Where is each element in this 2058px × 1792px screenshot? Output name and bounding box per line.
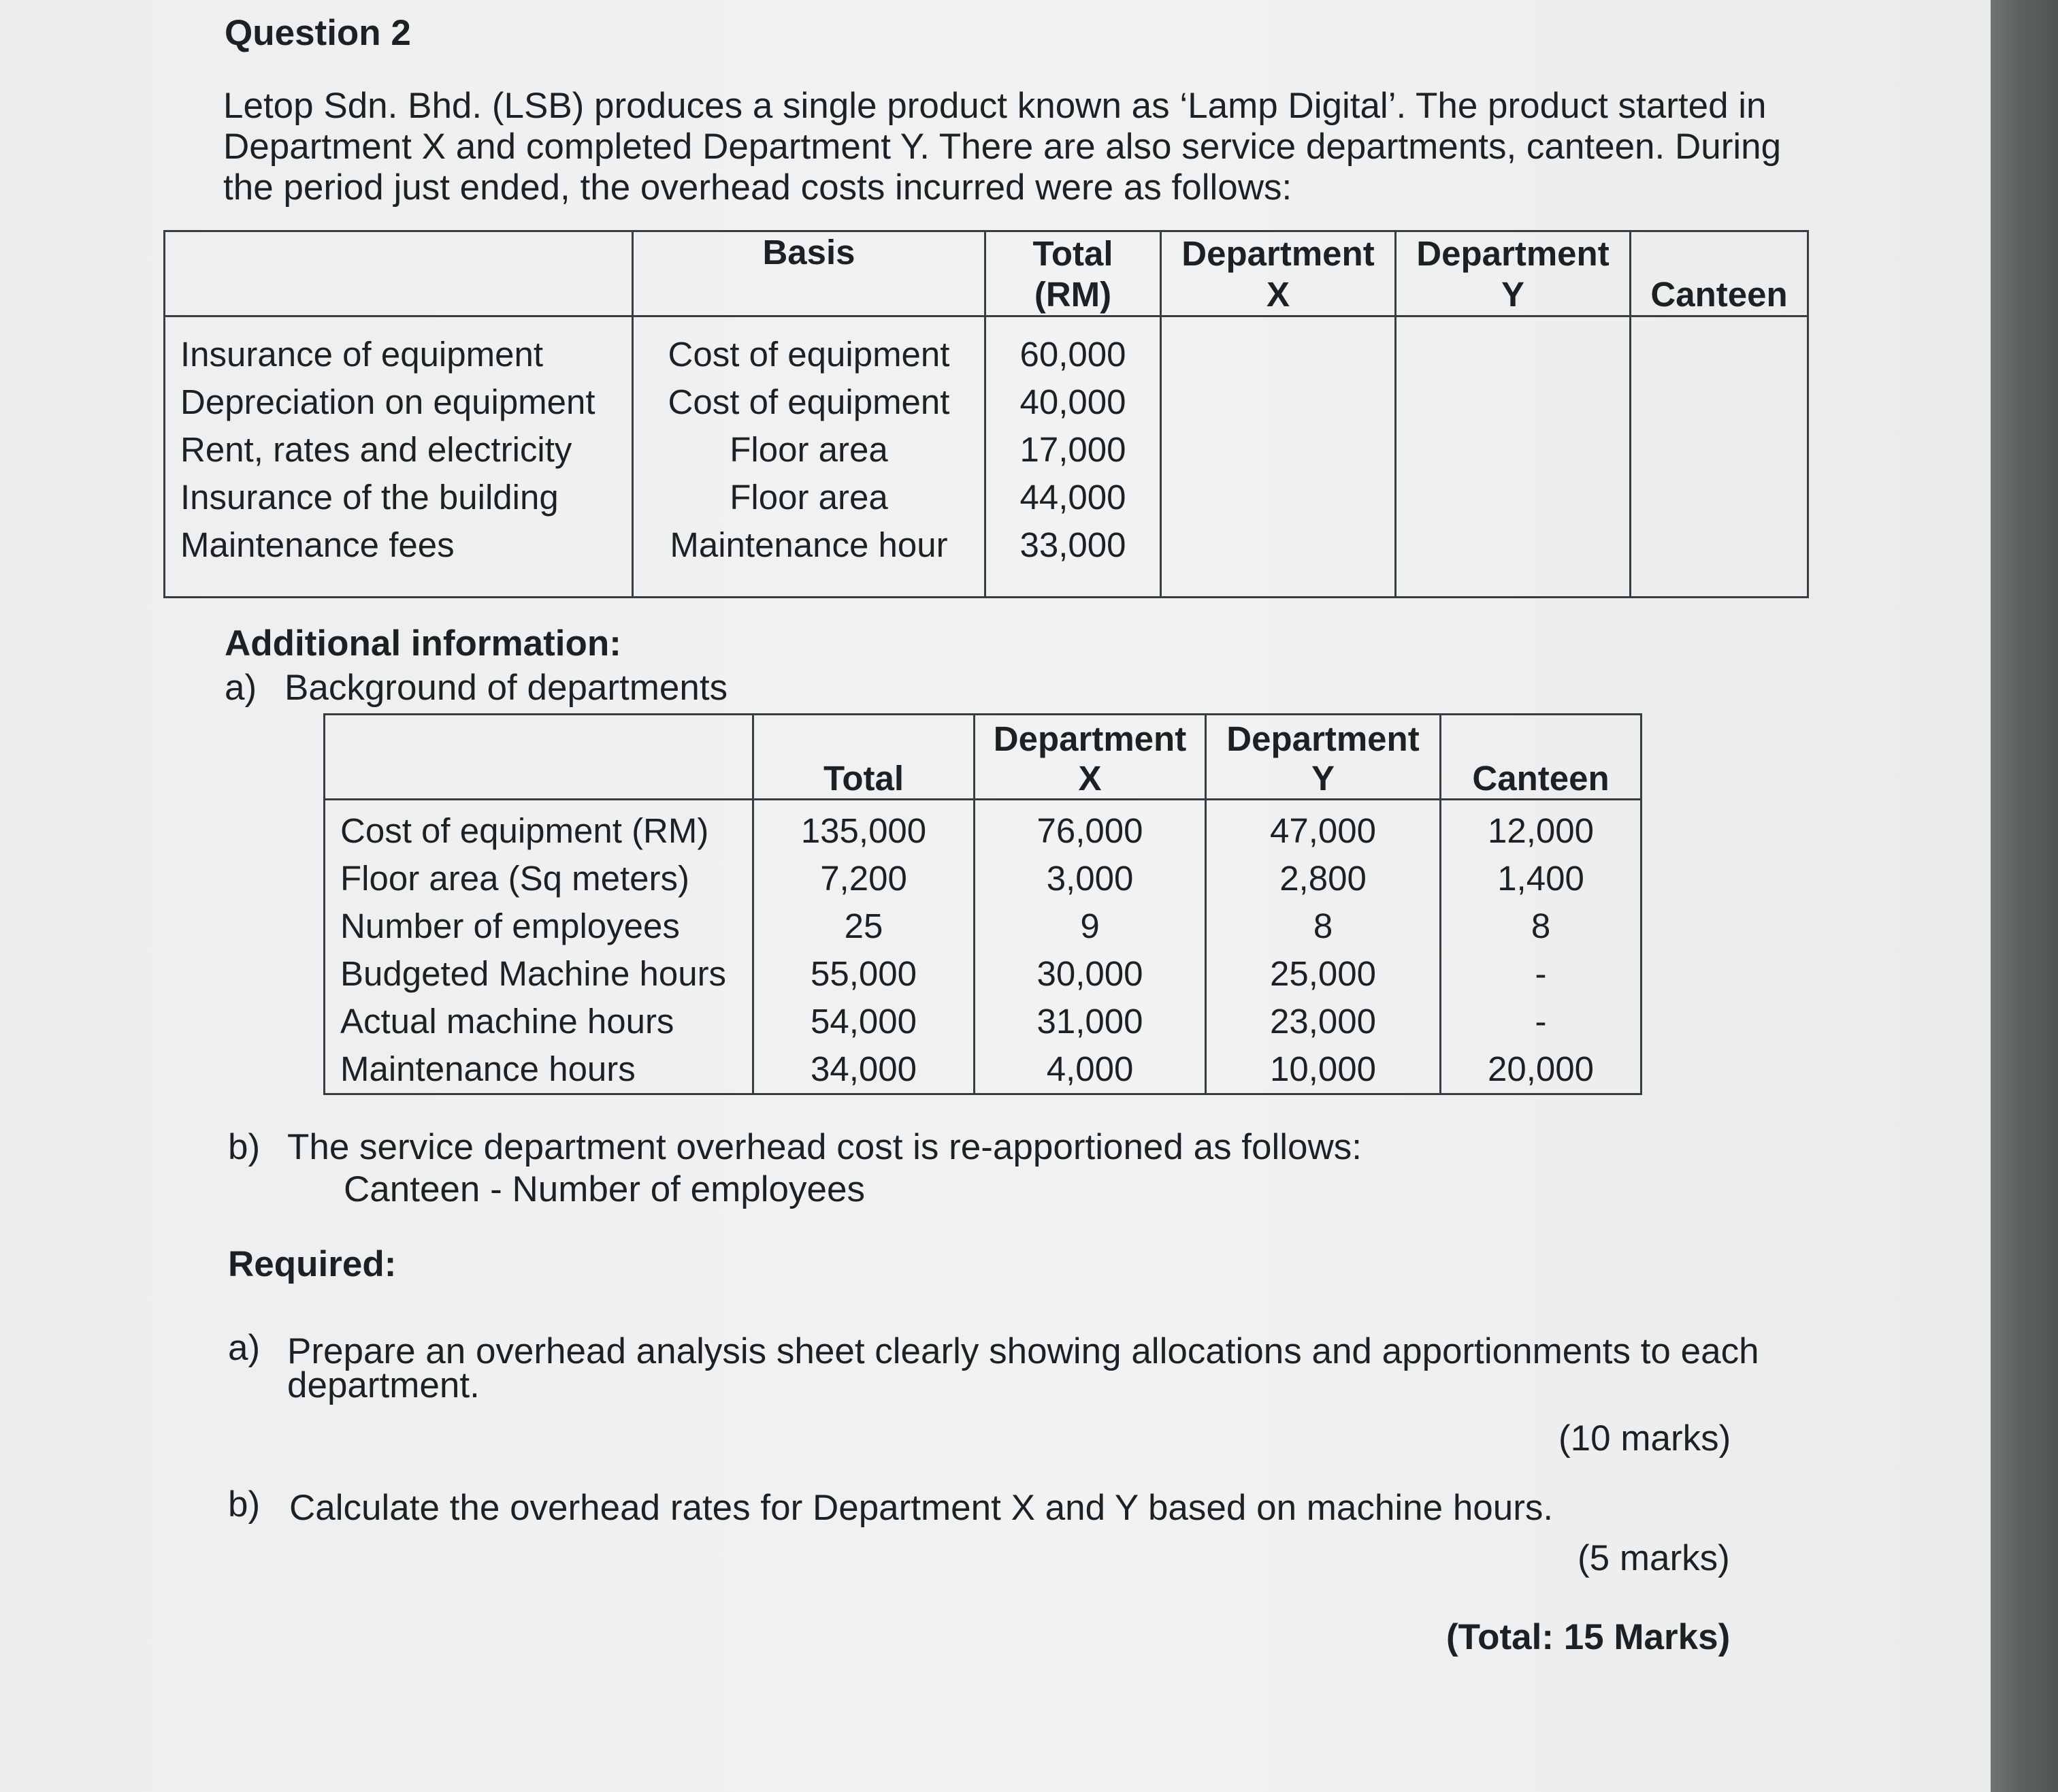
table-body-row (165, 316, 1808, 598)
total-cell (985, 316, 1161, 598)
basis-value: Cost of equipment (668, 382, 950, 421)
background-items-cell (325, 800, 753, 1094)
req-a-marks: (10 marks) (1558, 1418, 1731, 1459)
total-marks: (Total: 15 Marks) (1446, 1617, 1731, 1657)
overhead-item: Insurance of equipment (180, 335, 544, 374)
background-item: Budgeted Machine hours (340, 954, 727, 993)
item-b-text: The service department overhead cost is re-apportioned as follows: (287, 1127, 1362, 1167)
total-header-line-1: Total (1032, 234, 1113, 273)
dept-x-header (1161, 231, 1396, 316)
total-value: 34,000 (811, 1049, 917, 1088)
table-body-row (325, 800, 1642, 1094)
dept-x-header-line-1: Department (1181, 234, 1375, 273)
background-item: Number of employees (340, 907, 680, 945)
background-item: Actual machine hours (340, 1002, 674, 1041)
basis-value: Cost of equipment (668, 335, 950, 374)
required-label: Required: (228, 1244, 397, 1284)
dept-y-value: 8 (1313, 907, 1333, 945)
dept-y-value: 47,000 (1270, 811, 1376, 850)
monitor-bezel (1991, 0, 2058, 1792)
dept-x-header-line-2: X (1078, 759, 1102, 798)
basis-value: Maintenance hour (670, 525, 948, 564)
background-item: Maintenance hours (340, 1049, 636, 1088)
dept-y-header (1396, 231, 1631, 316)
total-value: 40,000 (1019, 382, 1126, 421)
dept-x-value: 9 (1080, 907, 1100, 945)
dept-y-value: 2,800 (1279, 859, 1367, 898)
intro-line-3: the period just ended, the overhead costs incurred were as follows: (223, 167, 1292, 208)
dept-x-value: 31,000 (1036, 1002, 1143, 1041)
dept-x-header-line-1: Department (993, 719, 1187, 758)
question-heading: Question 2 (225, 13, 411, 53)
canteen-value: - (1535, 1002, 1547, 1041)
dept-x-header (975, 715, 1206, 800)
basis-value: Floor area (730, 478, 888, 517)
dept-y-header-line-1: Department (1226, 719, 1420, 758)
item-a-marker: a) (225, 668, 257, 708)
total-header-line-2: (RM) (1034, 275, 1112, 314)
canteen-value: 8 (1531, 907, 1551, 945)
background-item: Floor area (Sq meters) (340, 859, 689, 898)
total-header (985, 231, 1161, 316)
background-dept-y-cell (1206, 800, 1441, 1094)
overhead-item: Rent, rates and electricity (180, 430, 572, 469)
item-a-text: Background of departments (284, 668, 728, 708)
total-value: 25 (844, 907, 883, 945)
overhead-item: Depreciation on equipment (180, 382, 595, 421)
total-value: 17,000 (1019, 430, 1126, 469)
background-dept-x-cell (975, 800, 1206, 1094)
additional-info-label: Additional information: (225, 623, 621, 664)
item-header (325, 715, 753, 800)
basis-cell (633, 316, 985, 598)
dept-y-value: 10,000 (1270, 1049, 1376, 1088)
total-value: 33,000 (1019, 525, 1126, 564)
dept-x-value: 4,000 (1046, 1049, 1134, 1088)
req-b-marks: (5 marks) (1578, 1538, 1730, 1578)
dept-x-value: 30,000 (1036, 954, 1143, 993)
dept-x-value: 3,000 (1046, 859, 1134, 898)
dept-x-value: 76,000 (1036, 811, 1143, 850)
background-item: Cost of equipment (RM) (340, 811, 709, 850)
canteen-header: Canteen (1441, 715, 1642, 800)
total-header: Total (753, 715, 975, 800)
req-a-text-line-2: department. (287, 1365, 480, 1405)
intro-line-2: Department X and completed Department Y. There are also service departments, canteen. During (223, 127, 1782, 167)
total-value: 60,000 (1019, 335, 1126, 374)
dept-y-value: 23,000 (1270, 1002, 1376, 1041)
canteen-empty-cell (1631, 316, 1808, 598)
dept-x-empty-cell (1161, 316, 1396, 598)
item-header (165, 231, 633, 316)
total-value: 55,000 (811, 954, 917, 993)
req-b-text: Calculate the overhead rates for Department X and Y based on machine hours. (289, 1488, 1554, 1528)
total-value: 54,000 (811, 1002, 917, 1041)
dept-x-header-line-2: X (1266, 275, 1290, 314)
basis-value: Floor area (730, 430, 888, 469)
department-background-table (323, 713, 1642, 1095)
total-value: 44,000 (1019, 478, 1126, 517)
req-a-marker: a) (228, 1328, 261, 1368)
dept-y-header-line-1: Department (1416, 234, 1610, 273)
background-canteen-cell (1441, 800, 1642, 1094)
table-header-row (325, 715, 1642, 800)
item-b-marker: b) (228, 1127, 261, 1167)
canteen-value: 12,000 (1488, 811, 1594, 850)
dept-y-value: 25,000 (1270, 954, 1376, 993)
table-header-row (165, 231, 1808, 316)
dept-y-header (1206, 715, 1441, 800)
dept-y-header-line-2: Y (1501, 275, 1525, 314)
total-value: 7,200 (820, 859, 907, 898)
canteen-value: - (1535, 954, 1547, 993)
dept-y-header-line-2: Y (1311, 759, 1335, 798)
overhead-cost-table (163, 230, 1809, 598)
background-total-cell (753, 800, 975, 1094)
dept-y-empty-cell (1396, 316, 1631, 598)
item-b-subtext: Canteen - Number of employees (344, 1169, 865, 1209)
total-value: 135,000 (800, 811, 927, 850)
canteen-value: 20,000 (1488, 1049, 1594, 1088)
canteen-header: Canteen (1631, 231, 1808, 316)
req-a-text-line-1: Prepare an overhead analysis sheet clearly showing allocations and apportionments to each (287, 1331, 1759, 1371)
overhead-items-cell (165, 316, 633, 598)
overhead-item: Maintenance fees (180, 525, 455, 564)
req-b-marker: b) (228, 1484, 261, 1525)
overhead-item: Insurance of the building (180, 478, 559, 517)
intro-line-1: Letop Sdn. Bhd. (LSB) produces a single product known as ‘Lamp Digital’. The product started in (223, 86, 1767, 126)
canteen-value: 1,400 (1497, 859, 1584, 898)
basis-header: Basis (633, 231, 985, 316)
